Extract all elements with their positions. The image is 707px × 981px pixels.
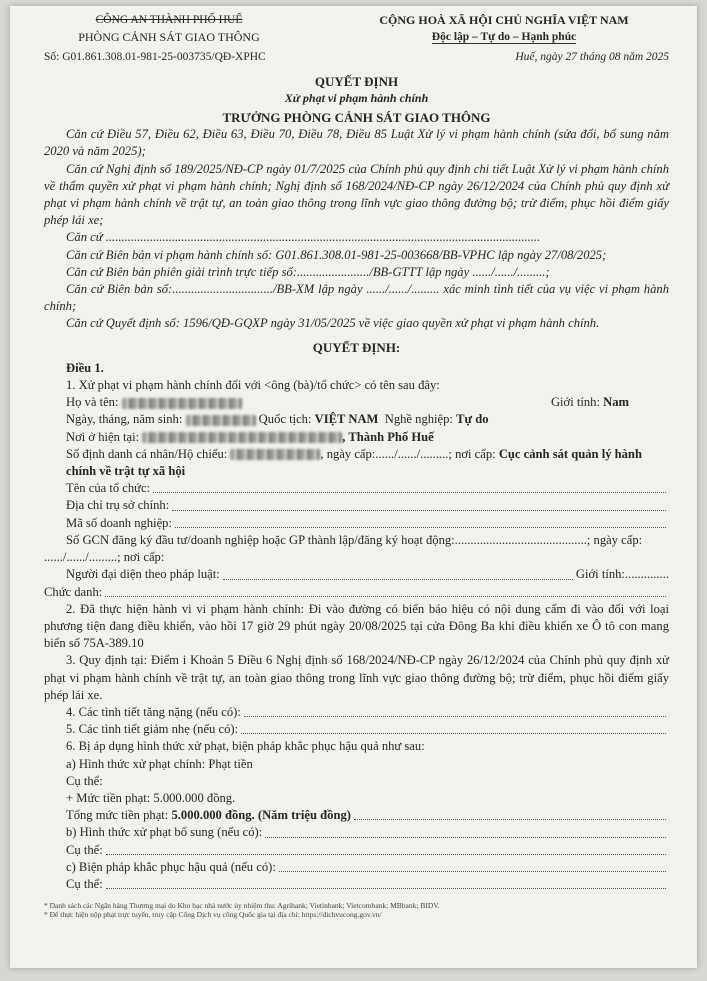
mitigating-row	[44, 721, 669, 738]
issue-date: Huế, ngày 27 tháng 08 năm 2025	[515, 51, 669, 64]
document-header	[44, 12, 669, 46]
id-issuer: Cục cảnh sát quản lý hành chính về trật tự xã hội	[66, 446, 642, 479]
legal-basis-6: Căn cứ Biên bản số:................................/BB-XM lập ngày ....../....../......... xác minh tình tiết của vụ việc vi phạm hành chính;	[44, 282, 669, 314]
total-fine-label: Tổng mức tiền phạt:	[66, 808, 169, 823]
org-address-label: Địa chỉ trụ sở chính:	[66, 498, 170, 513]
total-fine-value: 5.000.000 đồng. (Năm triệu đồng)	[171, 808, 351, 823]
redacted-name	[122, 398, 242, 409]
footnote-online-payment: * Để thực hiện nộp phạt trực tuyến, truy cập Cổng Dịch vụ công Quốc gia tại địa chỉ: https://dichvucong.gov.vn/	[44, 910, 382, 920]
nationality-label: Quốc tịch:	[258, 412, 312, 427]
decision-number: Số: G01.861.308.01-981-25-003735/QĐ-XPHC	[44, 51, 266, 64]
legal-basis-2: Căn cứ Nghị định số 189/2025/NĐ-CP ngày 01/7/2025 của Chính phủ quy định chi tiết Luật Xử lý vi phạm hành chính về thẩm quyền xử phạt vi phạm hành chính; Nghị định số 168/2024/NĐ-CP ngày 26/12/2024 của Chính phủ quy định xử phạt vi phạm hành chính về trật tự, an toàn giao thông trong lĩnh vực giao thông đường bộ; trừ điểm, phục hồi điểm giấy phép lái xe;	[44, 161, 669, 228]
additional-penalty-label: b) Hình thức xử phạt bổ sung (nếu có):	[66, 825, 263, 840]
document-subtitle: Xử phạt vi phạm hành chính	[284, 90, 429, 105]
address-row	[44, 429, 669, 446]
nation-name: CỘNG HOÀ XÃ HỘI CHỦ NGHĨA VIỆT NAM	[379, 13, 629, 27]
aggravating-row	[44, 704, 669, 721]
address-label: Nơi ở hiện tại:	[66, 429, 140, 444]
id-details: , ngày cấp:....../....../.........; nơi cấp:	[320, 446, 496, 461]
remedial-details-row	[44, 876, 669, 893]
legal-basis-3: Căn cứ ..........................................................................................................................................	[66, 230, 541, 245]
legal-basis-5: Căn cứ Biên bản phiên giải trình trực tiếp số:......................./BB-GTTT lập ngày ....../....../.........;	[66, 264, 550, 279]
name-row	[44, 394, 669, 411]
org-code-row	[44, 515, 669, 532]
dob-label: Ngày, tháng, năm sinh:	[66, 412, 183, 427]
mitigating-label: 5. Các tình tiết giảm nhẹ (nếu có):	[66, 722, 239, 737]
penalty-forms-heading: 6. Bị áp dụng hình thức xử phạt, biện pháp khắc phục hậu quả như sau:	[66, 739, 425, 754]
total-fine-row	[44, 807, 669, 824]
address-city: , Thành Phố Huế	[342, 429, 434, 444]
org-code-label: Mã số doanh nghiệp:	[66, 515, 172, 530]
legal-provision: 3. Quy định tại: Điểm i Khoản 5 Điều 6 Nghị định số 168/2024/NĐ-CP ngày 26/12/2024 của Chính phủ quy định xử phạt vi phạm hành chính về trật tự, an toàn giao thông trong lĩnh vực giao thông đường bộ; trừ điểm, phục hồi điểm giấy phép lái xe.	[44, 653, 669, 702]
footnote-banks: * Danh sách các Ngân hàng Thương mại do Kho bạc nhà nước ủy nhiệm thu: Agribank; Vietinbank; Vietcombank; MBbank; BIDV.	[44, 901, 440, 911]
remedial-measures-label: c) Biện pháp khắc phục hậu quả (nếu có):	[66, 859, 276, 874]
penalty-subject-intro: 1. Xử phạt vi phạm hành chính đối với <ông (bà)/tổ chức> có tên sau đây:	[66, 378, 440, 393]
document-page	[10, 6, 697, 968]
nationality-value: VIỆT NAM	[314, 412, 379, 427]
legal-basis-1: Căn cứ Điều 57, Điều 62, Điều 63, Điều 70, Điều 78, Điều 85 Luật Xử lý vi phạm hành chính (sửa đổi, bổ sung năm 2020 và năm 2025);	[44, 127, 669, 159]
organization-name: PHÒNG CẢNH SÁT GIAO THÔNG	[78, 30, 260, 45]
remedial-details-label: Cụ thể:	[66, 876, 103, 891]
redacted-address	[142, 432, 342, 443]
additional-penalty-row	[44, 824, 669, 841]
name-label: Họ và tên:	[66, 395, 119, 410]
national-heading	[339, 12, 669, 46]
national-motto: Độc lập – Tự do – Hạnh phúc	[431, 31, 577, 44]
representative-label: Người đại diện theo pháp luật:	[66, 567, 220, 582]
violation-description: 2. Đã thực hiện hành vi vi phạm hành chính: Đi vào đường có biển báo hiệu có nội dung cấm đi vào đối với loại phương tiện đang điều khiển, vào hồi 17 giờ 29 phút ngày 20/08/2025 tại cửa Đông Ba khi điều khiển xe Ô tô con mang biển số 75A-389.10	[44, 601, 669, 651]
parent-organization: CÔNG AN THÀNH PHỐ HUẾ	[95, 14, 243, 26]
gender-label: Giới tính:	[550, 395, 600, 410]
document-title: QUYẾT ĐỊNH	[314, 73, 399, 89]
legal-basis-7: Căn cứ Quyết định số: 1596/QĐ-GQXP ngày 31/05/2025 về việc giao quyền xử phạt vi phạm hành chính.	[66, 316, 600, 331]
occupation-value: Tự do	[456, 412, 489, 427]
issuer-title: TRƯỞNG PHÒNG CẢNH SÁT GIAO THÔNG	[222, 110, 491, 126]
gcn-row: Số GCN đăng ký đầu tư/doanh nghiệp hoặc GP thành lập/đăng ký hoạt động:..........................................; ngày cấp: ....../....../.........; nơi cấp:	[44, 532, 643, 565]
org-name-row	[44, 480, 669, 497]
occupation-label: Nghề nghiệp:	[384, 412, 453, 427]
decision-heading: QUYẾT ĐỊNH:	[312, 339, 401, 355]
aggravating-label: 4. Các tình tiết tăng nặng (nếu có):	[66, 704, 241, 719]
footnotes	[44, 901, 669, 919]
representative-gender-label: Giới tính:..............	[575, 567, 669, 582]
issuing-authority	[44, 12, 294, 46]
gender-value: Nam	[603, 395, 629, 410]
representative-position-label: Chức danh:	[44, 584, 103, 599]
redacted-dob	[186, 415, 256, 426]
representative-position-row	[44, 584, 669, 601]
main-penalty: a) Hình thức xử phạt chính: Phạt tiền	[66, 756, 253, 771]
id-row	[44, 446, 669, 480]
redacted-id	[230, 449, 320, 460]
fine-amount: + Mức tiền phạt: 5.000.000 đồng.	[66, 790, 236, 805]
representative-row	[44, 566, 669, 583]
details-label: Cụ thể:	[66, 773, 103, 788]
legal-basis-4: Căn cứ Biên bản vi phạm hành chính số: G01.861.308.01-981-25-003668/BB-VPHC lập ngày 27/08/2025;	[66, 247, 607, 262]
dob-row	[44, 411, 669, 428]
remedial-measures-row	[44, 859, 669, 876]
additional-details-row	[44, 842, 669, 859]
id-label: Số định danh cá nhân/Hộ chiếu:	[66, 446, 228, 461]
additional-details-label: Cụ thể:	[66, 842, 103, 857]
org-name-label: Tên của tổ chức:	[66, 481, 151, 496]
article-heading: Điều 1.	[66, 360, 104, 375]
org-address-row	[44, 497, 669, 514]
